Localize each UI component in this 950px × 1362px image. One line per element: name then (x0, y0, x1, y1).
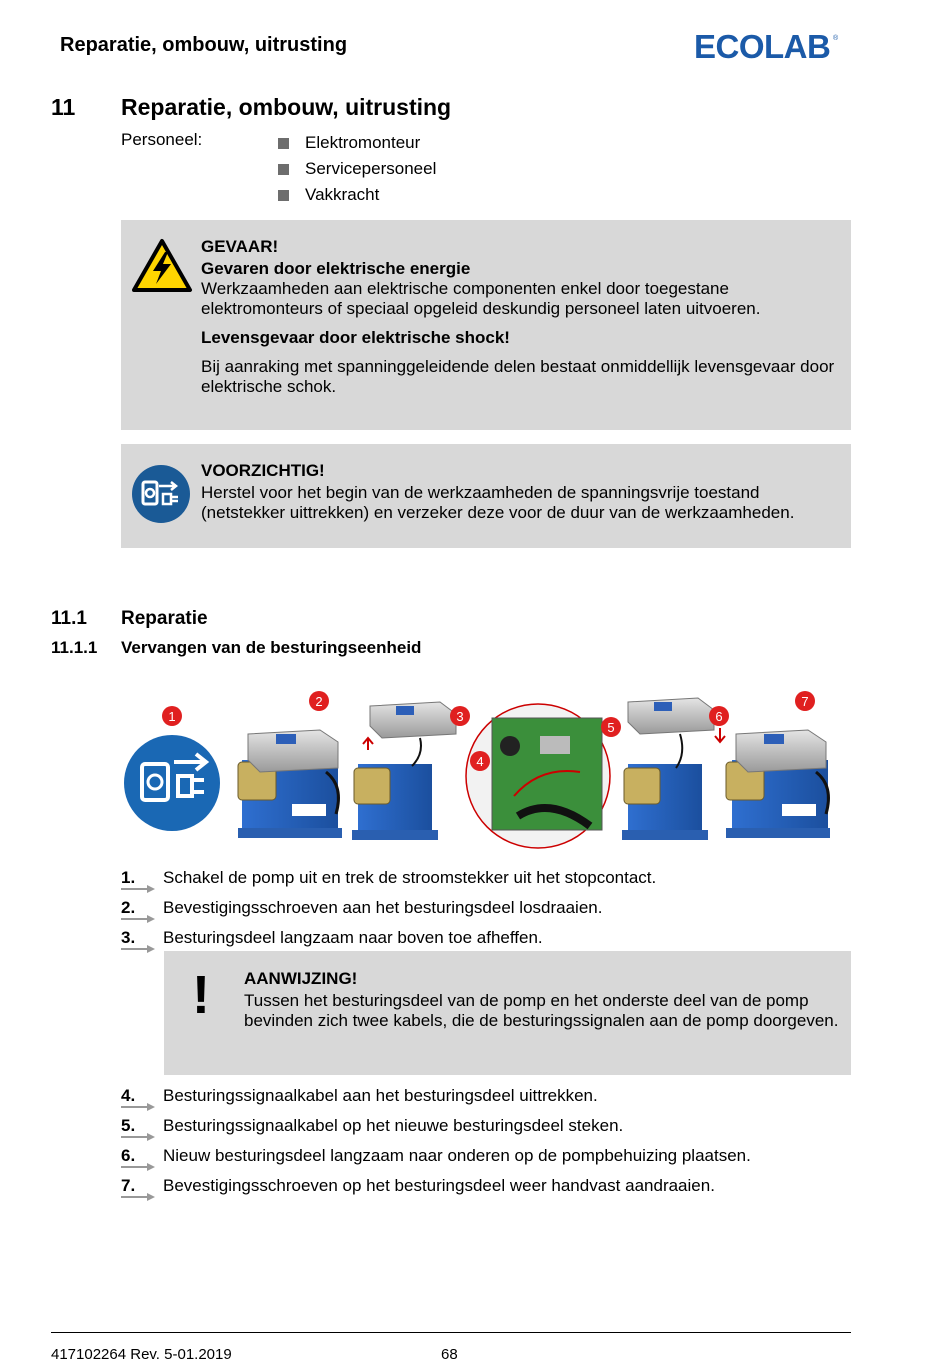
unplug-symbol (124, 735, 220, 831)
step-number: 5. (121, 1116, 136, 1135)
step-text: Besturingssignaalkabel aan het besturingsdeel uittrekken. (163, 1086, 598, 1105)
step-number: 4. (121, 1086, 136, 1105)
pump-figure (352, 702, 456, 840)
caution-notice (121, 444, 851, 548)
svg-text:7: 7 (801, 694, 809, 709)
pump-figure (238, 730, 342, 838)
danger-text: Werkzaamheden aan elektrische componenten enkel door toegestane elektromonteurs of speciaal opgeleid deskundig personeel laten uitvoeren. (201, 279, 761, 318)
step-arrow-icon (121, 945, 157, 953)
step-arrow-icon (121, 885, 157, 893)
caution-text: Herstel voor het begin van de werkzaamheden de spanningsvrije toestand (netstekker uittrekken) en verzeker deze voor de duur van de werkzaamheden. (201, 483, 795, 522)
list-item: Servicepersoneel (278, 156, 436, 182)
pump-figure (726, 730, 830, 838)
bullet-square-icon (278, 164, 289, 175)
list-item (121, 898, 656, 928)
callout-badge (470, 751, 490, 771)
danger-notice (121, 220, 851, 430)
svg-text:5: 5 (607, 720, 615, 735)
callout-badge (162, 706, 182, 726)
svg-text:6: 6 (715, 709, 723, 724)
list-item (121, 1086, 751, 1116)
list-item (121, 1116, 751, 1146)
step-arrow-icon (121, 915, 157, 923)
logo-text: ECOLAB (694, 28, 831, 62)
step-text: Besturingsdeel langzaam naar boven toe afheffen. (163, 928, 543, 947)
section-title: Reparatie (121, 608, 208, 629)
step-number: 7. (121, 1176, 136, 1195)
step-text: Nieuw besturingsdeel langzaam naar onderen op de pompbehuizing plaatsen. (163, 1146, 751, 1165)
ecolab-logo (694, 28, 840, 62)
procedure-steps-b (121, 1086, 751, 1206)
bullet-square-icon (278, 190, 289, 201)
circuit-board-closeup (466, 704, 610, 848)
step-arrow-icon (121, 1193, 157, 1201)
callout-badge (795, 691, 815, 711)
step-text: Besturingssignaalkabel op het nieuwe besturingsdeel steken. (163, 1116, 624, 1135)
personnel-list (278, 130, 436, 208)
danger-subheading: Levensgevaar door elektrische shock! (201, 328, 510, 347)
subsection-title: Vervangen van de besturingseenheid (121, 638, 422, 657)
svg-text:4: 4 (476, 754, 484, 769)
callout-badge (450, 706, 470, 726)
step-text: Schakel de pomp uit en trek de stroomstekker uit het stopcontact. (163, 868, 657, 887)
hint-signal-word: AANWIJZING! (244, 969, 358, 988)
danger-heading: Gevaren door elektrische energie (201, 259, 471, 278)
danger-signal-word: GEVAAR! (201, 237, 279, 256)
list-item: Vakkracht (278, 182, 436, 208)
page-number: 68 (441, 1346, 458, 1362)
hint-text: Tussen het besturingsdeel van de pomp en het onderste deel van de pomp bevinden zich twee kabels, die de besturingssignalen aan de pomp doorgeven. (244, 991, 839, 1030)
bullet-square-icon (278, 138, 289, 149)
step-number: 2. (121, 898, 136, 917)
svg-text:3: 3 (456, 709, 464, 724)
chapter-title: Reparatie, ombouw, uitrusting (121, 94, 452, 120)
svg-text:1: 1 (168, 709, 176, 724)
footer-divider (51, 1332, 851, 1333)
callout-badge (601, 717, 621, 737)
step-arrow-icon (121, 1103, 157, 1111)
hint-notice (164, 951, 851, 1075)
exclamation-icon: ! (192, 965, 210, 1025)
section-number: 11.1 (51, 608, 87, 629)
chapter-number: 11 (51, 94, 76, 120)
list-item: Elektromonteur (278, 130, 436, 156)
callout-badge (709, 706, 729, 726)
step-arrow-icon (121, 1133, 157, 1141)
replacement-procedure-illustration (120, 676, 840, 852)
list-item (121, 1176, 751, 1206)
callout-badge (309, 691, 329, 711)
procedure-steps-a (121, 868, 656, 958)
step-text: Bevestigingsschroeven aan het besturingsdeel losdraaien. (163, 898, 603, 917)
personnel-label: Personeel: (121, 130, 203, 149)
subsection-number: 11.1.1 (51, 638, 98, 657)
step-number: 3. (121, 928, 136, 947)
list-item (121, 868, 656, 898)
unplug-mains-icon (131, 464, 191, 524)
svg-text:®: ® (833, 35, 839, 42)
list-item (121, 1146, 751, 1176)
caution-signal-word: VOORZICHTIG! (201, 461, 325, 480)
step-number: 1. (121, 868, 136, 887)
svg-text:2: 2 (315, 694, 323, 709)
running-header: Reparatie, ombouw, uitrusting (60, 34, 348, 56)
electric-hazard-icon (131, 238, 193, 294)
step-text: Bevestigingsschroeven op het besturingsdeel weer handvast aandraaien. (163, 1176, 715, 1195)
step-number: 6. (121, 1146, 136, 1165)
footer-doc-ref: 417102264 Rev. 5-01.2019 (51, 1346, 232, 1362)
danger-text-2: Bij aanraking met spanninggeleidende delen bestaat onmiddellijk levensgevaar door elektrische schok. (201, 357, 835, 396)
step-arrow-icon (121, 1163, 157, 1171)
pump-figure (622, 698, 725, 840)
